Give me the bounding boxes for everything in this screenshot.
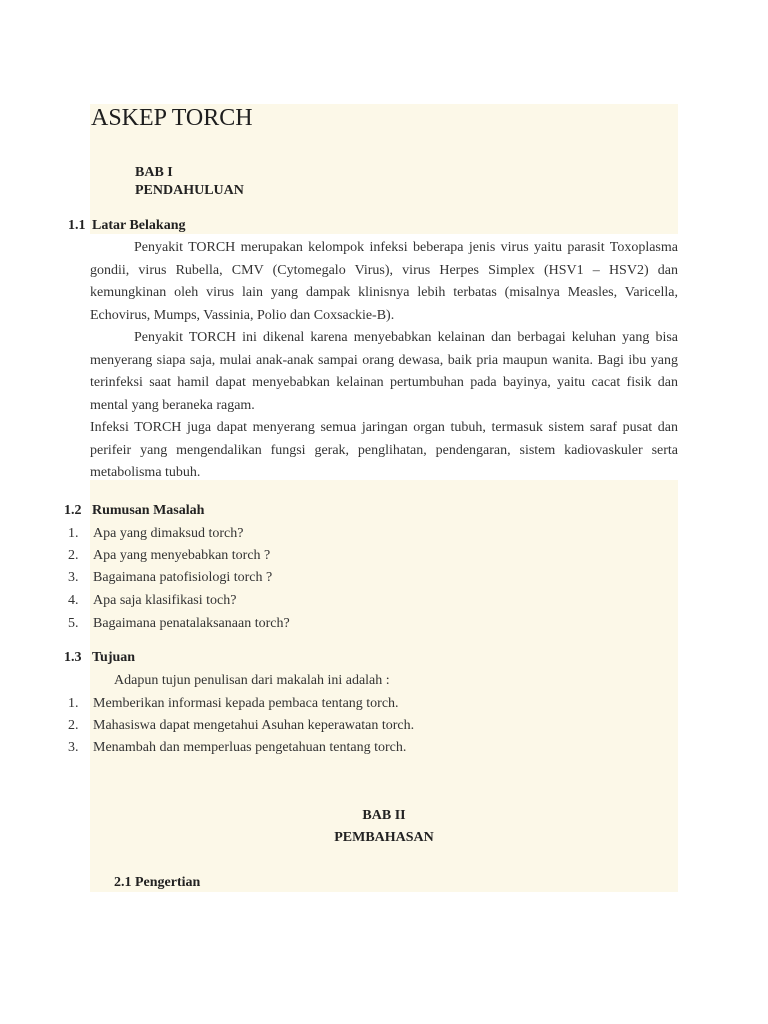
list-item-number: 2. bbox=[68, 718, 79, 733]
bab1-label: BAB I bbox=[135, 165, 173, 180]
list-item-number: 1. bbox=[68, 526, 79, 541]
paragraph-1-text: Penyakit TORCH merupakan kelompok infeksi beberapa jenis virus yaitu parasit Toxoplasma gondii, virus Rubella, CMV (Cytomegalo Virus), virus Herpes Simplex (HSV1 – HSV2) dan kemungkinan oleh virus lain yang dampak klinisnya lebih terbatas (misalnya Measles, Varicella, Echovirus, Mumps, Vassinia, Polio dan Coxsackie-B). bbox=[90, 240, 678, 323]
section-1-1-number: 1.1 bbox=[68, 218, 86, 233]
list-item-number: 5. bbox=[68, 616, 79, 631]
list-item-number: 4. bbox=[68, 593, 79, 608]
list-item-text: Bagaimana penatalaksanaan torch? bbox=[93, 616, 290, 631]
list-item-number: 1. bbox=[68, 696, 79, 711]
section-1-3-heading: Tujuan bbox=[92, 650, 136, 665]
paragraph-1 bbox=[90, 237, 678, 327]
list-item-text: Menambah dan memperluas pengetahuan tentang torch. bbox=[93, 740, 407, 755]
bab2-title: PEMBAHASAN bbox=[334, 830, 434, 845]
section-1-3-intro: Adapun tujun penulisan dari makalah ini adalah : bbox=[114, 673, 390, 688]
list-item-text: Apa yang menyebabkan torch ? bbox=[93, 548, 271, 563]
paragraph-2-text: Penyakit TORCH ini dikenal karena menyebabkan kelainan dan berbagai keluhan yang bisa menyerang siapa saja, mulai anak-anak sampai orang dewasa, baik pria maupun wanita. Bagi ibu yang terinfeksi saat hamil dapat menyebabkan kelainan pertumbuhan pada bayinya, yaitu cacat fisik dan mental yang beraneka ragam. bbox=[90, 330, 678, 413]
section-1-2-number: 1.2 bbox=[64, 503, 82, 518]
list-item-text: Apa yang dimaksud torch? bbox=[93, 526, 244, 541]
list-item-number: 3. bbox=[68, 570, 79, 585]
list-item-text: Mahasiswa dapat mengetahui Asuhan keperawatan torch. bbox=[93, 718, 415, 733]
document-title: ASKEP TORCH bbox=[91, 105, 253, 131]
section-1-2-heading: Rumusan Masalah bbox=[92, 503, 205, 518]
section-2-1-heading: 2.1 Pengertian bbox=[114, 875, 201, 890]
paragraph-3-text: Infeksi TORCH juga dapat menyerang semua jaringan organ tubuh, termasuk sistem saraf pusat dan perifeir yang mengendalikan fungsi gerak, penglihatan, pendengaran, sistem kadiovaskuler serta metabolisma tubuh. bbox=[90, 420, 678, 481]
paragraph-3 bbox=[90, 417, 678, 485]
bab1-title: PENDAHULUAN bbox=[135, 183, 244, 198]
section-1-3-number: 1.3 bbox=[64, 650, 82, 665]
list-item-number: 3. bbox=[68, 740, 79, 755]
list-item-text: Bagaimana patofisiologi torch ? bbox=[93, 570, 273, 585]
list-item-text: Memberikan informasi kepada pembaca tentang torch. bbox=[93, 696, 399, 711]
section-1-1-heading: Latar Belakang bbox=[92, 218, 186, 233]
list-item-text: Apa saja klasifikasi toch? bbox=[93, 593, 237, 608]
paragraph-2 bbox=[90, 327, 678, 417]
bab2-label: BAB II bbox=[362, 808, 406, 823]
list-item-number: 2. bbox=[68, 548, 79, 563]
